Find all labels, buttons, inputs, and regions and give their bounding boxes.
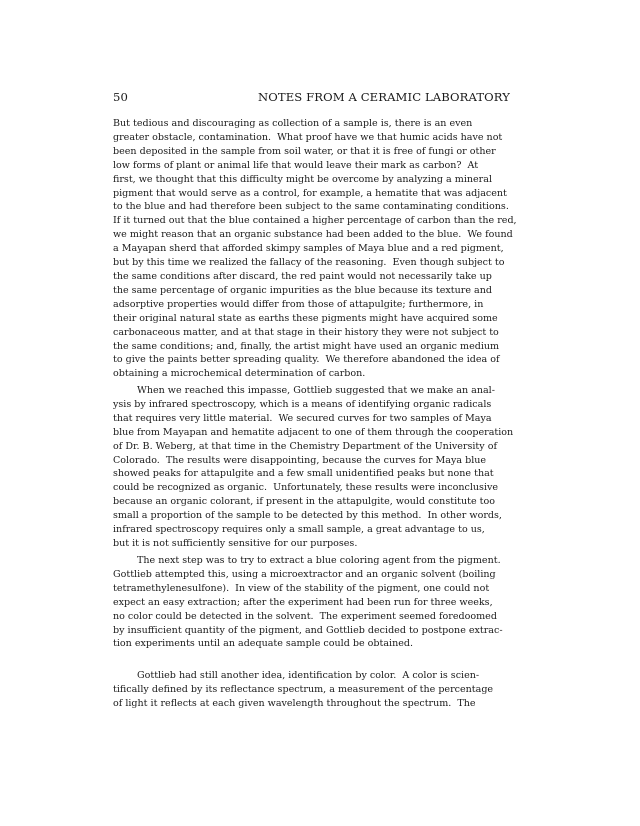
- text-line: infrared spectroscopy requires only a small sample, a great advantage to us,: [113, 524, 485, 536]
- text-line: tifically defined by its reflectance spectrum, a measurement of the percentage: [113, 683, 494, 695]
- paragraph-color-identification: [113, 669, 523, 711]
- text-line: small a proportion of the sample to be detected by this method. In other words,: [113, 510, 502, 522]
- text-line: Colorado. The results were disappointing, because the curves for Maya blue: [113, 454, 487, 466]
- text-line: greater obstacle, contamination. What proof have we that humic acids have not: [113, 131, 503, 143]
- page-header: [113, 90, 510, 108]
- running-title: NOTES FROM A CERAMIC LABORATORY: [258, 90, 510, 104]
- text-line: showed peaks for attapulgite and a few small unidentified peaks but none that: [113, 468, 494, 480]
- text-line: If it turned out that the blue contained a higher percentage of carbon than the red,: [113, 215, 517, 227]
- text-line: the same conditions after discard, the red paint would not necessarily take up: [113, 270, 492, 282]
- text-line: because an organic colorant, if present in the attapulgite, would constitute too: [113, 496, 495, 508]
- text-line: been deposited in the sample from soil water, or that it is free of fungi or other: [113, 145, 496, 157]
- paragraph-contamination: [113, 117, 523, 381]
- text-line: but by this time we realized the fallacy of the reasoning. Even though subject to: [113, 257, 505, 269]
- text-line: to the blue and had therefore been subject to the same contaminating conditions.: [113, 201, 509, 213]
- text-line: of light it reflects at each given wavelength throughout the spectrum. The: [113, 697, 476, 709]
- text-line: tion experiments until an adequate sample could be obtained.: [113, 638, 414, 650]
- text-line: When we reached this impasse, Gottlieb suggested that we make an anal-: [137, 385, 495, 396]
- text-line: a Mayapan sherd that afforded skimpy samples of Maya blue and a red pigment,: [113, 243, 504, 255]
- text-line: the same percentage of organic impurities as the blue because its texture and: [113, 284, 492, 296]
- text-line: of Dr. B. Weberg, at that time in the Chemistry Department of the University of: [113, 440, 497, 452]
- text-line: ysis by infrared spectroscopy, which is a means of identifying organic radicals: [113, 398, 492, 410]
- text-line: low forms of plant or animal life that would leave their mark as carbon? At: [113, 159, 479, 171]
- paragraph-extraction: [113, 554, 523, 651]
- text-line: Gottlieb attempted this, using a microextractor and an organic solvent (boiling: [113, 568, 496, 580]
- paragraph-infrared-spectroscopy: [113, 384, 523, 551]
- text-line: tetramethylenesulfone). In view of the stability of the pigment, one could not: [113, 582, 490, 594]
- text-line: blue from Mayapan and hematite adjacent to one of them through the cooperation: [113, 426, 514, 438]
- text-line: first, we thought that this difficulty might be overcome by analyzing a mineral: [113, 173, 492, 185]
- text-line: pigment that would serve as a control, for example, a hematite that was adjacent: [113, 187, 507, 199]
- text-line: no color could be detected in the solvent. The experiment seemed foredoomed: [113, 610, 497, 622]
- text-line: expect an easy extraction; after the experiment had been run for three weeks,: [113, 596, 493, 608]
- text-line: but it is not sufficiently sensitive for our purposes.: [113, 537, 358, 549]
- text-line: their original natural state as earths these pigments might have acquired some: [113, 312, 498, 324]
- text-line: carbonaceous matter, and at that stage in their history they were not subject to: [113, 326, 499, 338]
- text-line: by insufficient quantity of the pigment, and Gottlieb decided to postpone extrac-: [113, 624, 503, 636]
- text-line: we might reason that an organic substance had been added to the blue. We found: [113, 229, 513, 241]
- text-line: adsorptive properties would differ from those of attapulgite; furthermore, in: [113, 298, 484, 310]
- text-line: The next step was to try to extract a blue coloring agent from the pigment.: [137, 555, 501, 566]
- text-line: the same conditions; and, finally, the artist might have used an organic medium: [113, 340, 500, 352]
- text-line: But tedious and discouraging as collection of a sample is, there is an even: [113, 118, 473, 129]
- text-line: that requires very little material. We secured curves for two samples of Maya: [113, 412, 492, 424]
- text-line: obtaining a microchemical determination of carbon.: [113, 368, 366, 380]
- text-line: could be recognized as organic. Unfortunately, these results were inconclusive: [113, 482, 499, 494]
- text-line: to give the paints better spreading quality. We therefore abandoned the idea of: [113, 354, 500, 366]
- text-line: Gottlieb had still another idea, identification by color. A color is scien-: [137, 670, 480, 681]
- page-number: 50: [113, 90, 128, 104]
